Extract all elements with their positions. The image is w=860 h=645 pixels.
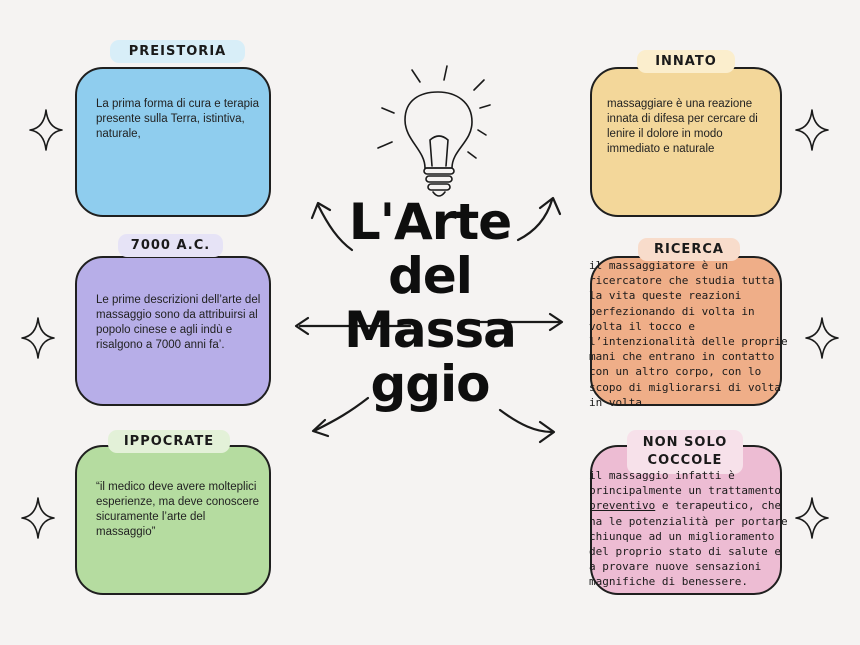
settemila-label: 7000 A.C. — [118, 234, 223, 257]
innato-text: massaggiare è una reazione innata di difesa per cercare di lenire il dolore in modo immediato e naturale — [607, 98, 758, 155]
title-line: Massa — [344, 301, 516, 359]
noncoccole-text-part: e terapeutico, che ha le potenzialità per portare chiunque ad un miglioramento del proprio stato di salute e a provare nuove sensazioni magnifiche di benessere. — [589, 499, 788, 589]
sparkle-icon — [30, 110, 62, 150]
sparkle-icon — [796, 498, 828, 538]
preistoria-text: La prima forma di cura e terapia presente sulla Terra, istintiva, naturale, — [96, 98, 259, 140]
sparkle-icon — [22, 318, 54, 358]
title-line: del — [388, 247, 472, 305]
title-line: ggio — [370, 355, 490, 413]
map-title — [300, 195, 560, 411]
sparkle-icon — [806, 318, 838, 358]
innato-label: INNATO — [637, 50, 735, 73]
noncoccole-label: NON SOLO COCCOLE — [627, 430, 743, 474]
preistoria-label: PREISTORIA — [110, 40, 245, 63]
ricerca-text: il massaggiatore è un ricercatore che studia tutta la vita queste reazioni perfezionando di volta in volta il tocco e l’intenzionalità delle proprie mani che entrano in contatto con un altro corpo, con lo scopo di migliorarsi di volta in volta. — [589, 259, 788, 409]
sparkle-icon — [796, 110, 828, 150]
ricerca-label: RICERCA — [638, 238, 740, 261]
ippocrate-text: “il medico deve avere molteplici esperienze, ma deve conoscere sicuramente l’arte del massaggio” — [96, 481, 260, 538]
ippocrate-label: IPPOCRATE — [108, 430, 230, 453]
sparkle-icon — [22, 498, 54, 538]
preistoria-card — [75, 67, 271, 217]
noncoccole-text — [589, 468, 789, 590]
noncoccole-text-underlined: preventivo — [589, 499, 656, 513]
noncoccole-text-part: il massaggio infatti è principalmente un trattamento — [589, 469, 782, 498]
title-line: L'Arte — [348, 193, 512, 251]
lightbulb-icon — [378, 66, 490, 196]
settemila-text: Le prime descrizioni dell’arte del massaggio sono da attribuirsi al popolo cinese e agli indù e risalgono a 7000 anni fa’. — [96, 294, 261, 351]
